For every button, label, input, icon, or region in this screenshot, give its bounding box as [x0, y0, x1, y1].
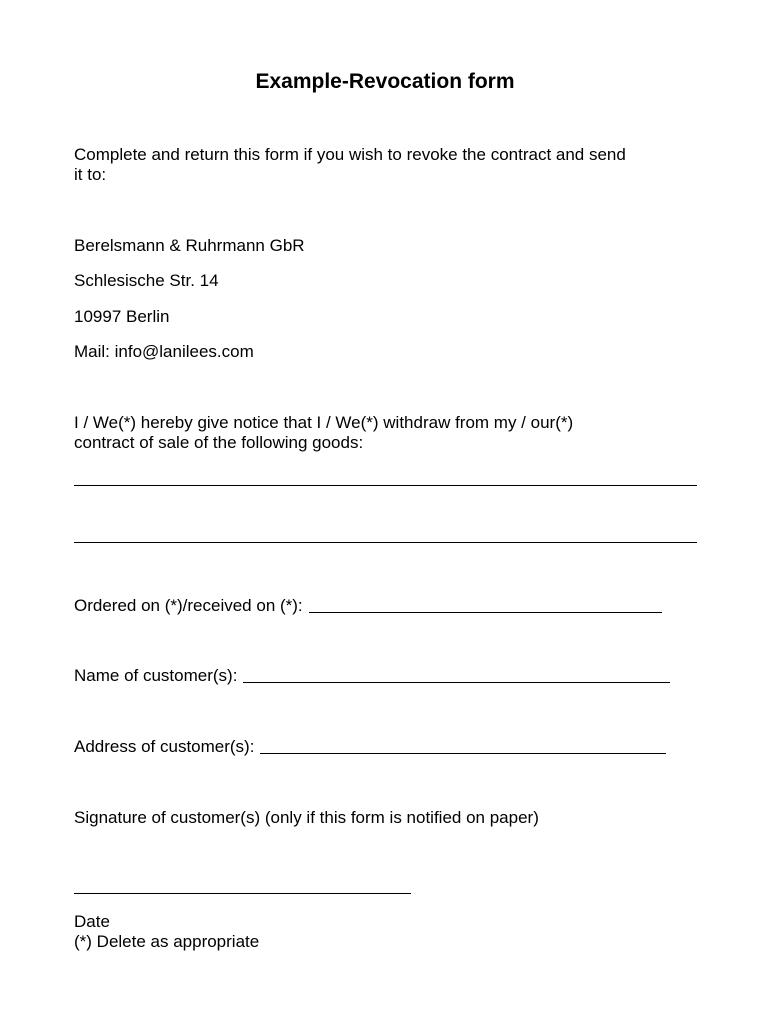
- notice-line-1: I / We(*) hereby give notice that I / We(*) withdraw from my / our(*): [74, 413, 574, 432]
- customer-name-row: [74, 666, 670, 686]
- intro-line-1: Complete and return this form if you wish to revoke the contract and send: [74, 145, 626, 164]
- customer-address-row: [74, 737, 666, 757]
- recipient-company: Berelsmann & Ruhrmann GbR: [74, 236, 305, 255]
- recipient-street: Schlesische Str. 14: [74, 271, 219, 290]
- form-title: Example-Revocation form: [255, 70, 515, 93]
- intro-line-2: it to:: [74, 165, 107, 184]
- ordered-on-field[interactable]: [309, 596, 662, 613]
- date-label: Date: [74, 912, 110, 931]
- customer-name-label: Name of customer(s):: [74, 666, 238, 685]
- goods-line-1[interactable]: [74, 485, 697, 486]
- signature-note: Signature of customer(s) (only if this form is notified on paper): [74, 808, 539, 827]
- customer-address-field[interactable]: [260, 737, 666, 754]
- ordered-on-label: Ordered on (*)/received on (*):: [74, 596, 303, 615]
- signature-line[interactable]: [74, 893, 411, 894]
- recipient-city: 10997 Berlin: [74, 307, 170, 326]
- notice-line-2: contract of sale of the following goods:: [74, 433, 364, 452]
- customer-address-label: Address of customer(s):: [74, 737, 255, 756]
- ordered-on-row: [74, 596, 662, 616]
- goods-line-2[interactable]: [74, 542, 697, 543]
- footnote: (*) Delete as appropriate: [74, 932, 260, 951]
- recipient-mail: Mail: info@lanilees.com: [74, 342, 254, 361]
- customer-name-field[interactable]: [243, 666, 670, 683]
